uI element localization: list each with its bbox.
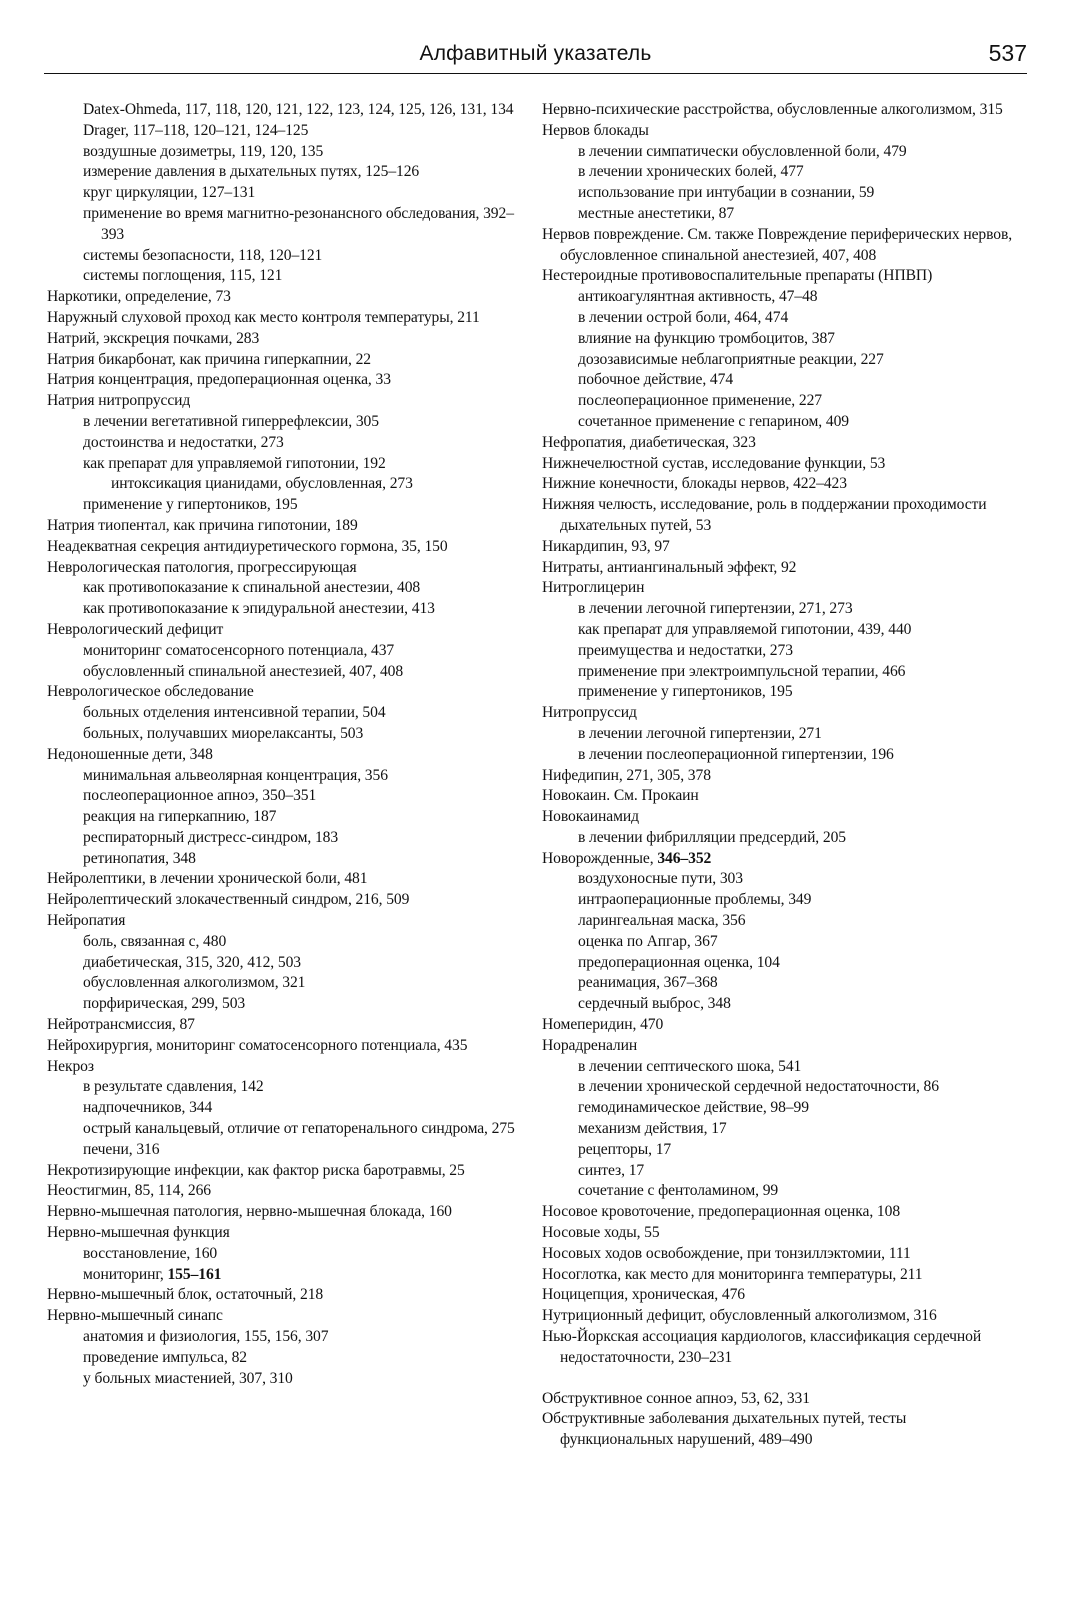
index-entry: Нитраты, антиангинальный эффект, 92: [542, 558, 797, 576]
index-entry: Новокаин. См. Прокаин: [542, 787, 699, 805]
index-subentry: в результате сдавления, 142: [83, 1078, 264, 1096]
index-entry: Нервно-мышечный синапс: [47, 1307, 223, 1325]
index-entry: Неврологическая патология, прогрессирующая: [47, 558, 357, 576]
index-subentry: в лечении легочной гипертензии, 271: [578, 724, 822, 742]
index-subentry: боль, связанная с, 480: [83, 932, 227, 950]
index-entry: Нервов блокады: [542, 121, 649, 139]
index-entry: Нитропруссид: [542, 704, 637, 722]
index-entry: Нью-Йоркская ассоциация кардиологов, классификация сердечной недостаточности, 230–231: [542, 1328, 982, 1366]
index-entry: Никардипин, 93, 97: [542, 537, 670, 555]
index-entry: Нервно-психические расстройства, обусловленные алкоголизмом, 315: [542, 101, 1003, 118]
index-subentry: печени, 316: [83, 1140, 160, 1158]
page-number: 537: [988, 40, 1027, 66]
index-entry: Некротизирующие инфекции, как фактор риска баротравмы, 25: [47, 1161, 465, 1179]
index-subentry: как препарат для управляемой гипотонии, 439, 440: [578, 620, 912, 638]
index-subentry: достоинства и недостатки, 273: [83, 433, 284, 451]
index-column-left: [47, 100, 519, 1389]
index-entry: Нейролептики, в лечении хронической боли, 481: [47, 870, 368, 888]
index-entry: Натрий, экскреция почками, 283: [47, 329, 260, 347]
index-subentry: больных, получавших миорелаксанты, 503: [83, 724, 364, 742]
index-subentry: антикоагулянтная активность, 47–48: [578, 288, 818, 306]
index-subentry: обусловленная алкоголизмом, 321: [83, 974, 306, 992]
index-subentry: воздухоносные пути, 303: [578, 870, 743, 888]
index-entry: Неврологическое обследование: [47, 683, 254, 701]
index-subentry: сочетание с фентоламином, 99: [578, 1182, 779, 1200]
index-subentry: рецепторы, 17: [578, 1140, 672, 1158]
index-subentry: применение при электроимпульсной терапии, 466: [578, 662, 906, 680]
index-subentry: как противопоказание к эпидуральной анестезии, 413: [83, 600, 435, 618]
index-subentry: предоперационная оценка, 104: [578, 953, 780, 971]
index-subentry: в лечении хронической сердечной недостаточности, 86: [578, 1078, 939, 1096]
index-entry: Некроз: [47, 1057, 94, 1075]
index-subentry: острый канальцевый, отличие от гепаторенального синдрома, 275: [83, 1120, 515, 1138]
index-entry: Носовых ходов освобождение, при тонзиллэктомии, 111: [542, 1244, 911, 1262]
index-subentry: круг циркуляции, 127–131: [83, 184, 256, 202]
index-subentry: системы поглощения, 115, 121: [83, 267, 283, 285]
index-subentry: больных отделения интенсивной терапии, 504: [83, 704, 386, 722]
index-entry: Нервно-мышечная функция: [47, 1224, 230, 1242]
index-subentry: в лечении послеоперационной гипертензии, 196: [578, 745, 894, 763]
index-subentry: послеоперационное применение, 227: [578, 392, 822, 410]
index-entry: Натрия нитропруссид: [47, 392, 191, 410]
index-subentry: реакция на гиперкапнию, 187: [83, 808, 277, 826]
index-subentry: у больных миастенией, 307, 310: [83, 1369, 293, 1387]
index-entry: Нитроглицерин: [542, 579, 645, 597]
index-subentry: проведение импульса, 82: [83, 1348, 247, 1366]
index-entry: Носоглотка, как место для мониторинга температуры, 211: [542, 1265, 923, 1283]
index-entry: Натрия концентрация, предоперационная оценка, 33: [47, 371, 391, 389]
index-subentry: дозозависимые неблагоприятные реакции, 227: [578, 350, 884, 368]
index-subentry: в лечении острой боли, 464, 474: [578, 308, 789, 326]
index-subentry: Datex-Ohmeda, 117, 118, 120, 121, 122, 123, 124, 125, 126, 131, 134: [83, 101, 514, 118]
running-title: Алфавитный указатель: [419, 42, 652, 65]
header-rule: [44, 73, 1027, 74]
index-subentry: в лечении легочной гипертензии, 271, 273: [578, 600, 853, 618]
index-entry: Нейротрансмиссия, 87: [47, 1016, 195, 1034]
index-entry: Нервов повреждение. См. также Повреждение периферических нервов, обусловленное спинальной анестезией, 407, 408: [542, 225, 1013, 264]
index-subentry: в лечении хронических болей, 477: [578, 163, 804, 181]
index-entry: Новорожденные, 346–352: [542, 849, 712, 867]
index-subentry: реанимация, 367–368: [578, 974, 718, 992]
index-subentry: использование при интубации в сознании, 59: [578, 184, 875, 202]
index-subentry: интоксикация цианидами, обусловленная, 273: [111, 475, 413, 493]
index-entry: Нейрохирургия, мониторинг соматосенсорного потенциала, 435: [47, 1036, 468, 1054]
index-entry: Нижнечелюстной сустав, исследование функции, 53: [542, 454, 886, 472]
index-subentry: влияние на функцию тромбоцитов, 387: [578, 329, 835, 347]
index-subentry: механизм действия, 17: [578, 1120, 727, 1138]
index-subentry: синтез, 17: [578, 1161, 645, 1179]
index-subentry: в лечении септического шока, 541: [578, 1057, 802, 1075]
index-entry: Нифедипин, 271, 305, 378: [542, 766, 711, 784]
index-subentry: применение во время магнитно-резонансного обследования, 392–393: [83, 204, 514, 243]
index-subentry: диабетическая, 315, 320, 412, 503: [83, 953, 301, 971]
index-entry: Натрия тиопентал, как причина гипотонии, 189: [47, 516, 358, 534]
index-entry: Нервно-мышечный блок, остаточный, 218: [47, 1286, 324, 1304]
index-entry: Новокаинамид: [542, 808, 639, 826]
index-subentry: оценка по Апгар, 367: [578, 932, 718, 950]
index-entry: Наркотики, определение, 73: [47, 288, 231, 306]
index-column-right: [542, 100, 1014, 1451]
index-entry: Нейролептический злокачественный синдром, 216, 509: [47, 891, 410, 909]
index-subentry: надпочечников, 344: [83, 1099, 213, 1117]
index-entry: Неадекватная секреция антидиуретического гормона, 35, 150: [47, 537, 448, 555]
index-subentry: анатомия и физиология, 155, 156, 307: [83, 1328, 329, 1346]
index-entry: Нижняя челюсть, исследование, роль в поддержании проходимости дыхательных путей, 53: [542, 496, 987, 534]
index-subentry: респираторный дистресс-синдром, 183: [83, 828, 339, 846]
index-subentry: в лечении фибрилляции предсердий, 205: [578, 828, 846, 846]
index-entry: Нейропатия: [47, 912, 126, 930]
index-entry: Нервно-мышечная патология, нервно-мышечная блокада, 160: [47, 1203, 452, 1221]
index-subentry: сочетанное применение с гепарином, 409: [578, 412, 849, 430]
index-entry: Носовое кровоточение, предоперационная оценка, 108: [542, 1203, 901, 1221]
index-subentry: мониторинг, 155–161: [83, 1265, 222, 1283]
index-subentry: побочное действие, 474: [578, 371, 734, 389]
index-subentry: интраоперационные проблемы, 349: [578, 891, 812, 909]
index-entry: Норадреналин: [542, 1036, 638, 1054]
index-subentry: обусловленный спинальной анестезией, 407, 408: [83, 662, 404, 680]
index-entry: Нефропатия, диабетическая, 323: [542, 433, 756, 451]
index-subentry: применение у гипертоников, 195: [578, 683, 793, 701]
index-subentry: мониторинг соматосенсорного потенциала, 437: [83, 641, 395, 659]
index-entry: Носовые ходы, 55: [542, 1224, 660, 1242]
index-entry: Номеперидин, 470: [542, 1016, 664, 1034]
index-subentry: Drager, 117–118, 120–121, 124–125: [83, 121, 309, 139]
index-subentry: ретинопатия, 348: [83, 849, 196, 867]
page-header: [44, 38, 1027, 74]
index-entry: Ноцицепция, хроническая, 476: [542, 1286, 745, 1304]
index-subentry: местные анестетики, 87: [578, 204, 735, 222]
index-subentry: гемодинамическое действие, 98–99: [578, 1099, 809, 1117]
index-subentry: как противопоказание к спинальной анестезии, 408: [83, 579, 421, 597]
index-subentry: ларингеальная маска, 356: [578, 912, 746, 930]
index-subentry: как препарат для управляемой гипотонии, 192: [83, 454, 386, 472]
index-subentry: минимальная альвеолярная концентрация, 356: [83, 766, 388, 784]
index-subentry: измерение давления в дыхательных путях, 125–126: [83, 163, 420, 181]
index-subentry: в лечении вегетативной гиперрефлексии, 305: [83, 412, 379, 430]
index-subentry: системы безопасности, 118, 120–121: [83, 246, 323, 264]
index-subentry: преимущества и недостатки, 273: [578, 641, 793, 659]
index-subentry: послеоперационное апноэ, 350–351: [83, 787, 317, 805]
index-entry: Нутриционный дефицит, обусловленный алкоголизмом, 316: [542, 1307, 937, 1325]
index-subentry: применение у гипертоников, 195: [83, 496, 298, 514]
index-entry: Наружный слуховой проход как место контроля температуры, 211: [47, 308, 480, 326]
index-subentry: воздушные дозиметры, 119, 120, 135: [83, 142, 324, 160]
index-entry: Неврологический дефицит: [47, 620, 224, 638]
index-entry: Обструктивные заболевания дыхательных путей, тесты функциональных нарушений, 489–490: [542, 1410, 907, 1449]
index-subentry: восстановление, 160: [83, 1244, 218, 1262]
index-subentry: в лечении симпатически обусловленной боли, 479: [578, 142, 907, 160]
index-entry: Нестероидные противовоспалительные препараты (НПВП): [542, 267, 933, 285]
index-entry: Обструктивное сонное апноэ, 53, 62, 331: [542, 1389, 810, 1407]
index-entry: Натрия бикарбонат, как причина гиперкапнии, 22: [47, 350, 371, 368]
index-entry: Нижние конечности, блокады нервов, 422–423: [542, 475, 847, 493]
index-entry: Недоношенные дети, 348: [47, 745, 213, 763]
index-subentry: порфирическая, 299, 503: [83, 995, 246, 1013]
index-entry: Неостигмин, 85, 114, 266: [47, 1182, 211, 1200]
index-subentry: сердечный выброс, 348: [578, 995, 731, 1013]
